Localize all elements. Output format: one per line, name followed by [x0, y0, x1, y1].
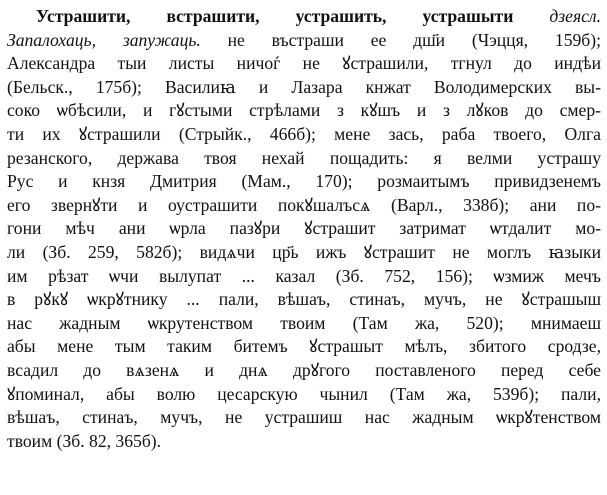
- definition-text: Запалохаць, запужаць.: [7, 29, 201, 50]
- entry-line-18: [7, 406, 601, 430]
- entry-line-9: [7, 194, 601, 218]
- entry-line-12: [7, 265, 601, 289]
- entry-line-11: [7, 241, 601, 265]
- citation-text: его звернꙋти и оустрашити покꙋшалъсѧ (Варл., 338б); ани по-: [7, 194, 601, 215]
- entry-line-15: [7, 335, 601, 359]
- entry-line-1: [7, 5, 601, 29]
- entry-line-16: [7, 359, 601, 383]
- citation-text: резанского, держава твоя нехай пощадить: я велми устрашу: [7, 147, 601, 168]
- entry-body: [7, 29, 601, 454]
- entry-line-4: [7, 76, 601, 100]
- entry-line-10: [7, 217, 601, 241]
- citation-text: нас жадным ѡкрутенством твоим (Там жа, 520); мнимаеш: [7, 312, 601, 333]
- citation-text: (Бельск., 175б); Василиꙗ и Лазара кнжат Володимерских вы-: [7, 76, 601, 97]
- citation-text: ли (Зб. 259, 582б); видѧчи цр҃ь ижъ ꙋстрашит не моглъ ꙗзыки: [7, 241, 601, 262]
- entry-line-2: [7, 29, 601, 53]
- citation-text: им рѣзат ѡчи вылупат ... казал (Зб. 752, 156); ѡзмиж мечъ: [7, 265, 601, 286]
- citation-text: в рꙋкꙋ ѡкрꙋтнику ... пали, вѣшаъ, стинаъ, мучъ, не ꙋстрашыш: [7, 289, 601, 310]
- entry-line-19: [7, 430, 601, 454]
- citation-text: Рус и кнзя Дмитрия (Мам., 170); розмаитымъ привидзенемъ: [7, 171, 601, 192]
- citation-text: не въстраши ее дш҃и (Чэцця, 159б);: [200, 29, 601, 50]
- citation-text: ти их ꙋстрашили (Стрыйк., 466б); мене зась, раба твоего, Олга: [7, 123, 601, 144]
- entry-line-8: [7, 170, 601, 194]
- citation-text: твоим (Зб. 82, 365б).: [7, 430, 162, 451]
- entry-headword: Устрашити, встрашити, устрашить, устрашыти: [36, 6, 514, 26]
- citation-text: абы мене тым таким битемъ ꙋстрашыт мѣлъ, збитого сродзе,: [7, 336, 601, 357]
- entry-line-6: [7, 123, 601, 147]
- entry-line-7: [7, 147, 601, 171]
- entry-line-5: [7, 99, 601, 123]
- citation-text: гони мѣч ани ѡрла пазꙋри ꙋстрашит затримат ѡтдалит мо-: [7, 218, 601, 239]
- citation-text: Александра тыи листы ничоѓ не ꙋстрашили, тгнул до индѣи: [7, 53, 601, 74]
- citation-text: соко ѡбѣсили, и гꙋстыми стрѣлами з кꙋшъ и з лꙋков до смер-: [7, 100, 601, 121]
- entry-line-13: [7, 288, 601, 312]
- entry-line-14: [7, 312, 601, 336]
- entry-line-3: [7, 52, 601, 76]
- citation-text: всадил до вѧзенѧ и днѧ дрꙋгого поставленого перед себе: [7, 359, 601, 380]
- entry-line-17: [7, 383, 601, 407]
- part-of-speech-label: дзеясл.: [549, 6, 602, 26]
- citation-text: вѣшаъ, стинаъ, мучъ, не устрашиш нас жадным ѡкрꙋтенством: [7, 407, 601, 428]
- citation-text: ꙋпоминал, абы волю цесарскую чынил (Там жа, 539б); пали,: [7, 383, 601, 404]
